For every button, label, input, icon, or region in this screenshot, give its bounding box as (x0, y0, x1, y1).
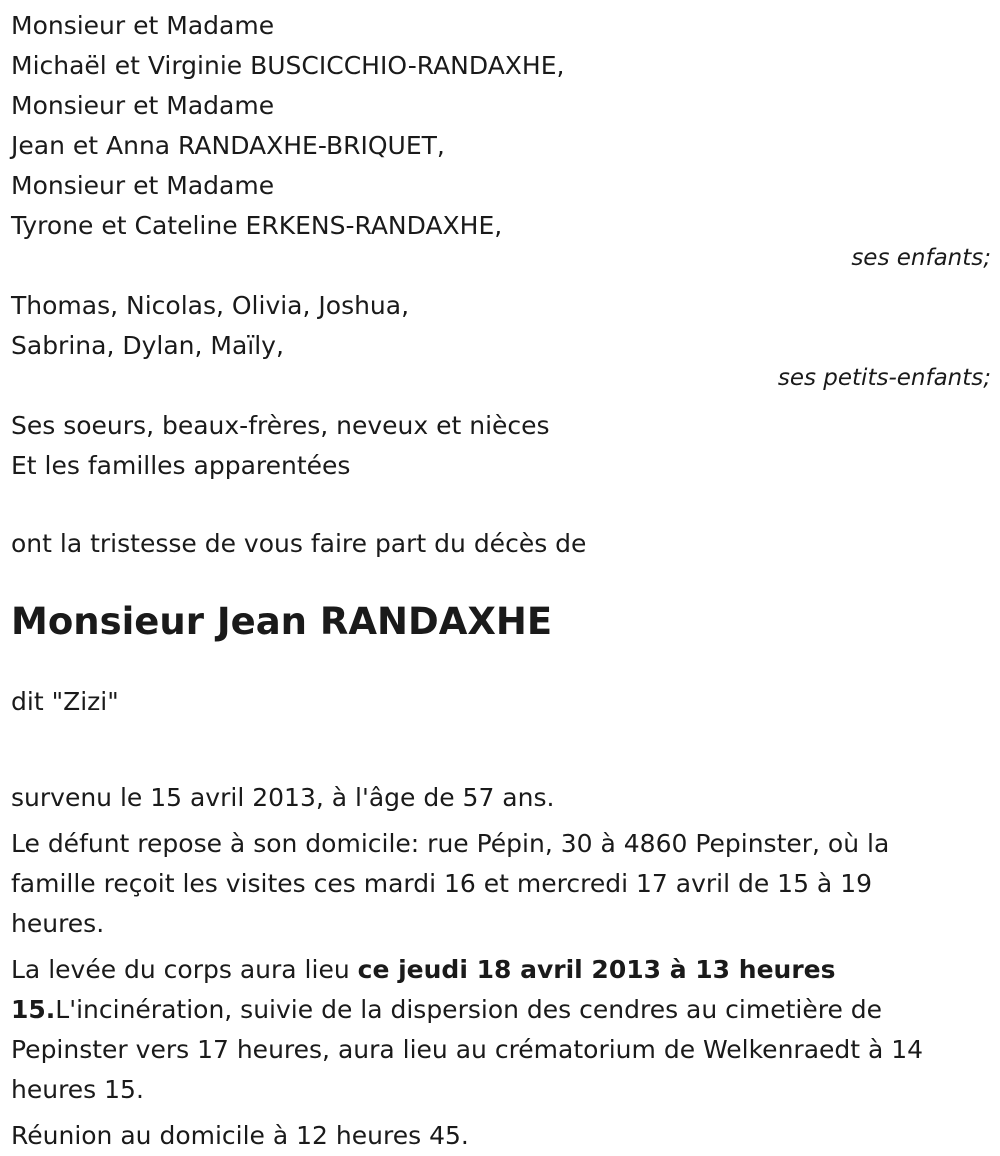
children-group (11, 6, 991, 274)
deceased-nickname: dit "Zizi" (11, 687, 119, 716)
grandchildren-line: Thomas, Nicolas, Olivia, Joshua, (11, 291, 410, 320)
grandchildren-line: Sabrina, Dylan, Maïly, (11, 331, 284, 360)
grandchildren-role-label: ses petits-enfants; (777, 365, 991, 391)
children-line: Michaël et Virginie BUSCICCHIO-RANDAXHE, (11, 51, 565, 80)
obituary-notice (11, 6, 991, 1156)
grandchildren-group (11, 286, 991, 394)
children-line: Monsieur et Madame (11, 11, 275, 40)
reunion-text: Réunion au domicile à 12 heures 45. (11, 1121, 469, 1150)
rest-location-text: Le défunt repose à son domicile: rue Pépin, 30 à 4860 Pepinster, où la famille reçoit les visites ces mardi 16 et mercredi 17 avril de 15 à 19 heures. (11, 829, 890, 938)
children-role-label: ses enfants; (851, 245, 991, 271)
children-line: Monsieur et Madame (11, 91, 275, 120)
announcement-text: ont la tristesse de vous faire part du décès de (11, 529, 587, 558)
death-date-text: survenu le 15 avril 2013, à l'âge de 57 ans. (11, 783, 555, 812)
levee-prefix: La levée du corps aura lieu (11, 955, 358, 984)
children-line: Monsieur et Madame (11, 171, 275, 200)
levee-paragraph (11, 950, 971, 1110)
family-group (11, 406, 991, 486)
family-line: Ses soeurs, beaux-frères, neveux et nièces (11, 411, 550, 440)
family-line: Et les familles apparentées (11, 451, 351, 480)
children-line: Tyrone et Cateline ERKENS-RANDAXHE, (11, 211, 503, 240)
levee-date-time: ce jeudi 18 avril 2013 à 13 heures 15. (11, 955, 836, 1024)
levee-cremation-text: L'incinération, suivie de la dispersion des cendres au cimetière de Pepinster vers 17 heures, aura lieu au crématorium de Welkenraedt à 14 heures 15. (11, 995, 924, 1104)
deceased-name: Monsieur Jean RANDAXHE (11, 600, 553, 643)
children-line: Jean et Anna RANDAXHE-BRIQUET, (11, 131, 445, 160)
